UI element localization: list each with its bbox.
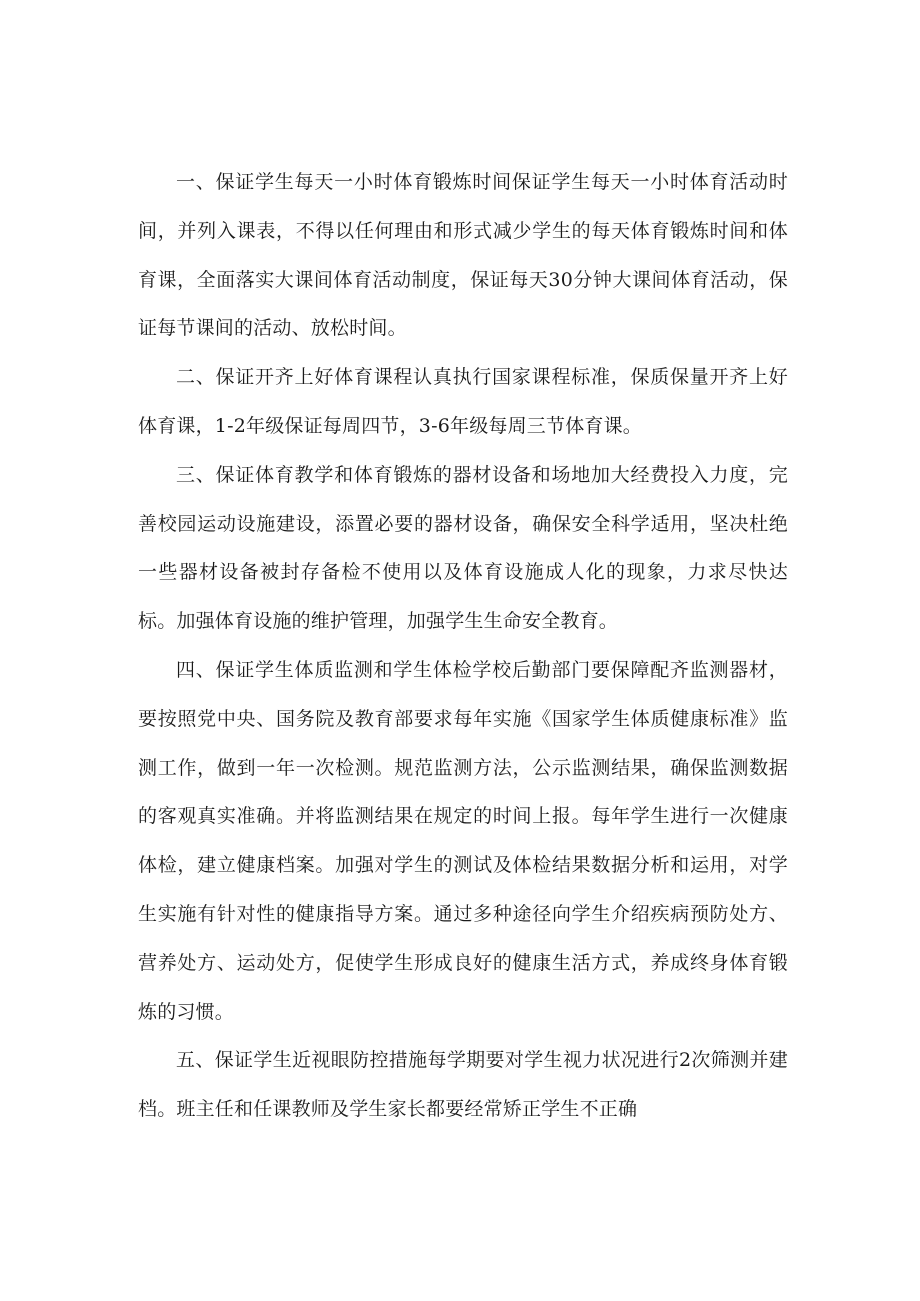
paragraph-5: 五、保证学生近视眼防控措施每学期要对学生视力状况进行2次筛测并建档。班主任和任课教师及学生家长都要经常矫正学生不正确 — [138, 1049, 788, 1121]
document-body — [138, 158, 788, 1134]
paragraph-4: 四、保证学生体质监测和学生体检学校后勤部门要保障配齐监测器材，要按照党中央、国务院及教育部要求每年实施《国家学生体质健康标准》监测工作，做到一年一次检测。规范监测方法，公示监测结果，确保监测数据的客观真实准确。并将监测结果在规定的时间上报。每年学生进行一次健康体检，建立健康档案。加强对学生的测试及体检结果数据分析和运用，对学生实施有针对性的健康指导方案。通过多种途径向学生介绍疾病预防处方、营养处方、运动处方，促使学生形成良好的健康生活方式，养成终身体育锻炼的习惯。 — [138, 658, 788, 1023]
paragraph-1: 一、保证学生每天一小时体育锻炼时间保证学生每天一小时体育活动时间，并列入课表，不得以任何理由和形式减少学生的每天体育锻炼时间和体育课，全面落实大课间体育活动制度，保证每天30分钟大课间体育活动，保证每节课间的活动、放松时间。 — [138, 171, 788, 340]
paragraph-2: 二、保证开齐上好体育课程认真执行国家课程标准，保质保量开齐上好体育课，1-2年级保证每周四节，3-6年级每周三节体育课。 — [138, 366, 788, 437]
paragraph-3: 三、保证体育教学和体育锻炼的器材设备和场地加大经费投入力度，完善校园运动设施建设，添置必要的器材设备，确保安全科学适用，坚决杜绝一些器材设备被封存备检不使用以及体育设施成人化的现象，力求尽快达标。加强体育设施的维护管理，加强学生生命安全教育。 — [138, 463, 788, 633]
